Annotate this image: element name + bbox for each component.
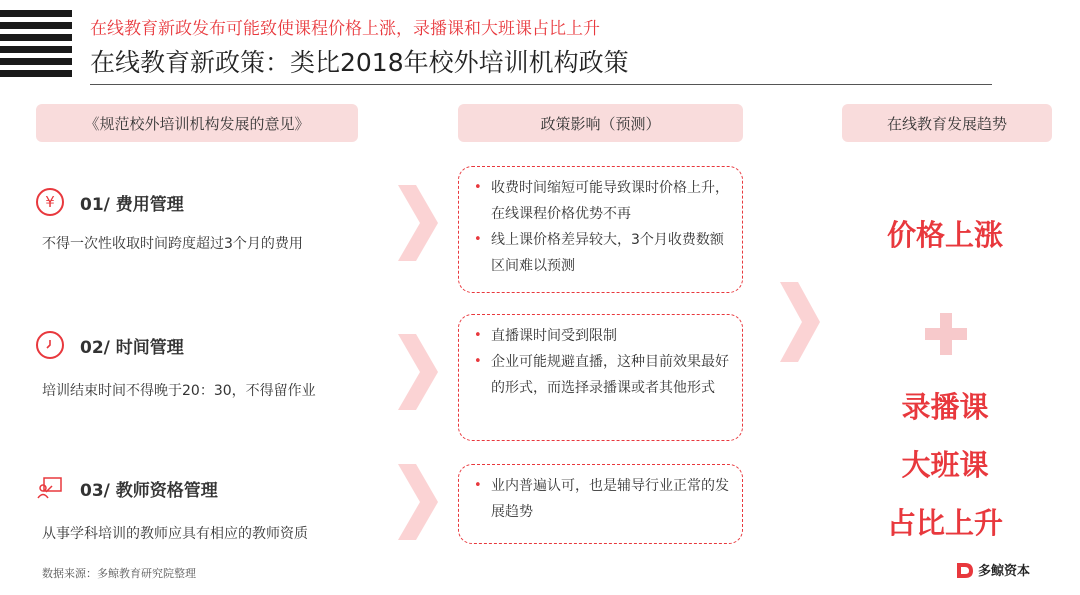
teacher-icon bbox=[36, 474, 64, 502]
row-teacher-qualification bbox=[36, 474, 218, 502]
data-source-note: 数据来源：多鲸教育研究院整理 bbox=[42, 567, 196, 580]
impact-item: • 线上课价格差异较大，3个月收费数额区间难以预测 bbox=[471, 227, 730, 279]
impact-item: • 业内普遍认可，也是辅导行业正常的发展趋势 bbox=[471, 473, 730, 525]
clock-icon bbox=[36, 331, 64, 359]
row-description: 从事学科培训的教师应具有相应的教师资质 bbox=[42, 526, 308, 542]
trend-large-class: 大班课 bbox=[901, 448, 989, 482]
page-subtitle: 在线教育新政发布可能致使课程价格上涨，录播课和大班课占比上升 bbox=[90, 19, 600, 39]
column-header-trend: 在线教育发展趋势 bbox=[842, 104, 1052, 142]
title-underline bbox=[90, 84, 992, 85]
page-title: 在线教育新政策：类比2018年校外培训机构政策 bbox=[90, 48, 629, 77]
impact-box-teacher bbox=[458, 464, 743, 544]
chevron-right-icon bbox=[398, 464, 438, 540]
trend-recorded-class: 录播课 bbox=[901, 390, 989, 424]
chevron-right-icon bbox=[398, 334, 438, 410]
row-time-management bbox=[36, 331, 184, 359]
column-header-impact: 政策影响（预测） bbox=[458, 104, 743, 142]
trend-price-rise: 价格上涨 bbox=[886, 218, 1003, 252]
row-description: 不得一次性收取时间跨度超过3个月的费用 bbox=[42, 236, 303, 252]
chevron-right-icon bbox=[398, 185, 438, 261]
trend-share-rise: 占比上升 bbox=[886, 506, 1003, 540]
whale-logo-icon bbox=[955, 561, 975, 579]
impact-item: • 收费时间缩短可能导致课时价格上升，在线课程价格优势不再 bbox=[471, 175, 730, 227]
impact-item: • 直播课时间受到限制 bbox=[471, 323, 730, 349]
yen-icon: ¥ bbox=[36, 188, 64, 216]
plus-icon bbox=[925, 313, 967, 355]
row-title: 03/ 教师资格管理 bbox=[80, 480, 218, 501]
row-title: 01/ 费用管理 bbox=[80, 194, 184, 215]
column-header-policy: 《规范校外培训机构发展的意见》 bbox=[36, 104, 358, 142]
logo-text: 多鲸资本 bbox=[978, 564, 1031, 579]
impact-box-fee bbox=[458, 166, 743, 293]
row-title: 02/ 时间管理 bbox=[80, 337, 184, 358]
chevron-right-icon bbox=[780, 282, 820, 362]
row-description: 培训结束时间不得晚于20：30，不得留作业 bbox=[42, 383, 316, 399]
row-fee-management bbox=[36, 188, 184, 216]
header-stripes-decoration bbox=[0, 10, 72, 82]
impact-box-time bbox=[458, 314, 743, 441]
company-logo bbox=[955, 560, 1030, 579]
impact-item: • 企业可能规避直播，这种目前效果最好的形式，而选择录播课或者其他形式 bbox=[471, 349, 730, 401]
